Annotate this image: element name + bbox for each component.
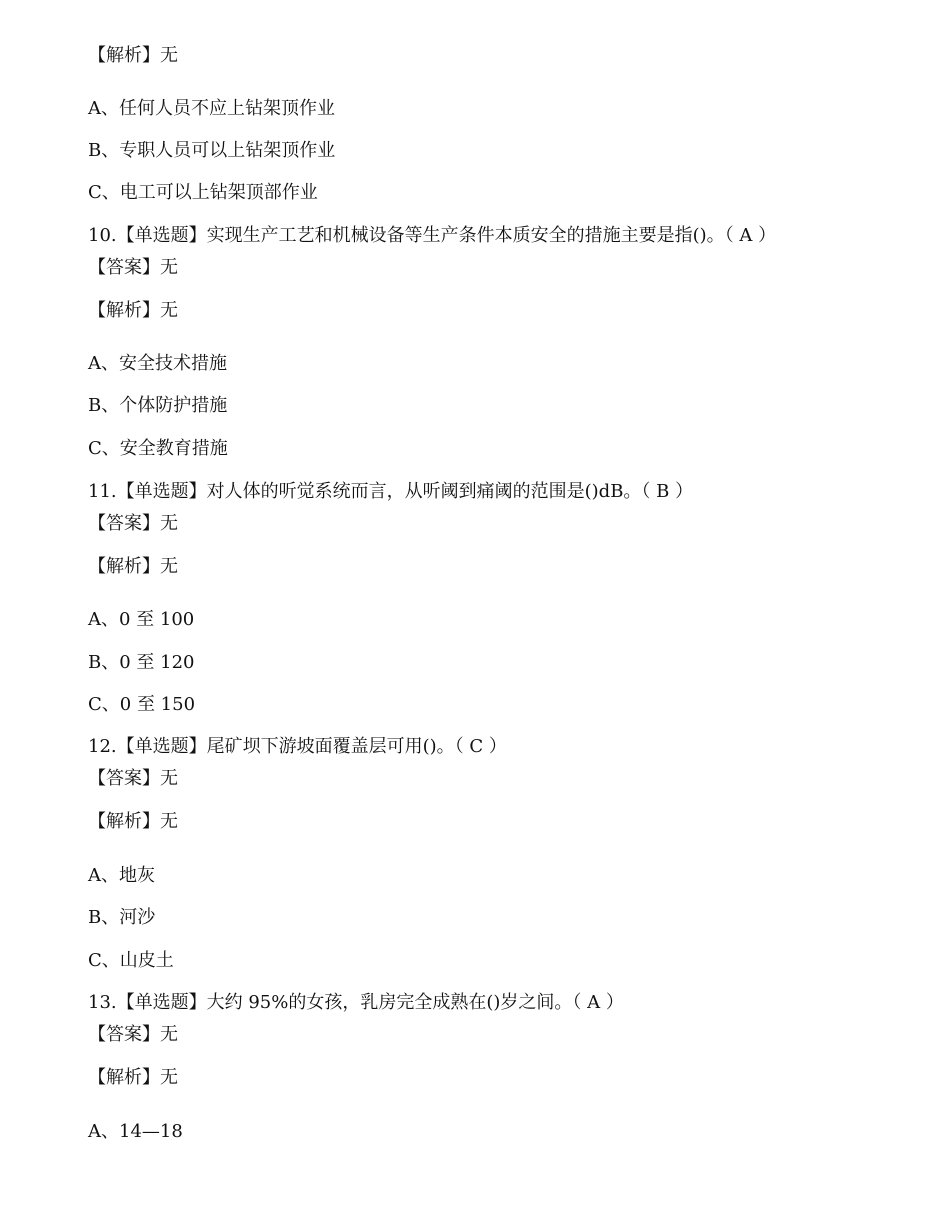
question-12: 12.【单选题】尾矿坝下游坡面覆盖层可用()。（ C ） <box>88 736 507 757</box>
analysis-text: 【解析】无 <box>88 300 178 321</box>
option-a: A、14—18 <box>88 1121 183 1142</box>
answer-text: 【答案】无 <box>88 513 178 534</box>
analysis-text: 【解析】无 <box>88 556 178 577</box>
option-a: A、0 至 100 <box>88 609 195 630</box>
option-b: B、0 至 120 <box>88 652 195 673</box>
answer-text: 【答案】无 <box>88 1024 178 1045</box>
option-a: A、地灰 <box>88 865 155 886</box>
option-b: B、专职人员可以上钻架顶作业 <box>88 140 336 161</box>
analysis-text: 【解析】无 <box>88 45 178 66</box>
question-13: 13.【单选题】大约 95%的女孩，乳房完全成熟在()岁之间。（ A ） <box>88 992 624 1013</box>
option-a: A、安全技术措施 <box>88 353 227 374</box>
analysis-text: 【解析】无 <box>88 1067 178 1088</box>
option-c: C、山皮土 <box>88 950 174 971</box>
analysis-text: 【解析】无 <box>88 811 178 832</box>
answer-text: 【答案】无 <box>88 768 178 789</box>
option-a: A、任何人员不应上钻架顶作业 <box>88 98 335 119</box>
answer-text: 【答案】无 <box>88 257 178 278</box>
option-b: B、个体防护措施 <box>88 395 228 416</box>
option-c: C、安全教育措施 <box>88 438 228 459</box>
option-c: C、0 至 150 <box>88 694 196 715</box>
question-10: 10.【单选题】实现生产工艺和机械设备等生产条件本质安全的措施主要是指()。（ A ） <box>88 225 777 246</box>
option-c: C、电工可以上钻架顶部作业 <box>88 182 318 203</box>
question-11: 11.【单选题】对人体的听觉系统而言，从听阈到痛阈的范围是()dB。（ B ） <box>88 481 694 502</box>
option-b: B、河沙 <box>88 907 156 928</box>
